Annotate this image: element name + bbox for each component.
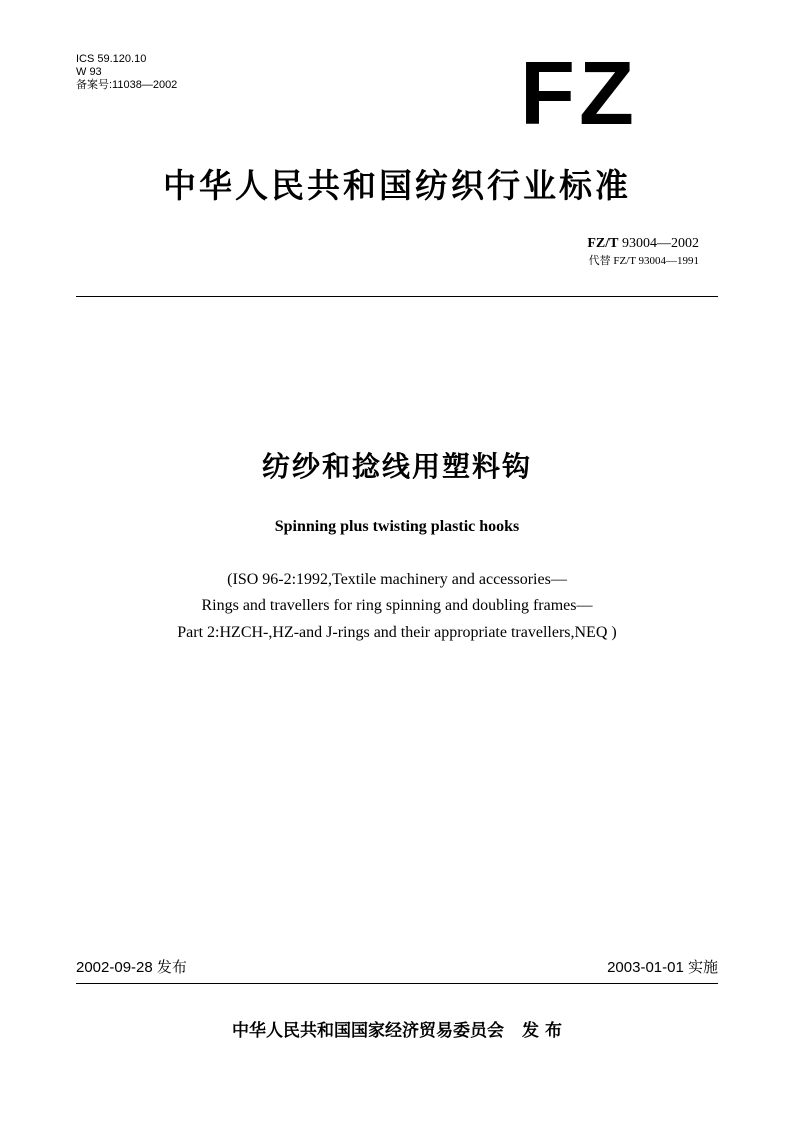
reference-line-2: Rings and travellers for ring spinning and doubling frames— xyxy=(201,597,593,614)
reference-line-1: (ISO 96-2:1992,Textile machinery and accessories— xyxy=(227,571,567,588)
issuer-name: 中华人民共和国国家经济贸易委员会 xyxy=(232,1021,505,1041)
issue-date: 2002-09-28 发布 xyxy=(76,959,187,976)
issuer xyxy=(76,1019,718,1043)
implement-date: 2003-01-01 实施 xyxy=(607,959,718,976)
ics-code: ICS 59.120.10 xyxy=(76,53,147,65)
standard-code-number: 93004—2002 xyxy=(622,236,699,251)
replaces-standard: 代替 FZ/T 93004—1991 xyxy=(588,255,699,267)
fz-logo: FZ xyxy=(520,44,638,144)
footer-divider xyxy=(76,983,718,984)
header-divider xyxy=(76,296,718,297)
standard-code-prefix: FZ/T xyxy=(587,236,619,251)
filing-number: 备案号:11038—2002 xyxy=(76,79,178,91)
issuer-action: 发 布 xyxy=(522,1021,562,1041)
classification-code: W 93 xyxy=(76,66,102,78)
reference-line-3: Part 2:HZCH-,HZ-and J-rings and their appropriate travellers,NEQ ) xyxy=(177,624,617,641)
title-chinese: 纺纱和捻线用塑料钩 xyxy=(261,450,532,483)
title-english: Spinning plus twisting plastic hooks xyxy=(274,518,520,535)
standard-name: 中华人民共和国纺织行业标准 xyxy=(163,166,631,205)
standard-code xyxy=(587,235,699,252)
